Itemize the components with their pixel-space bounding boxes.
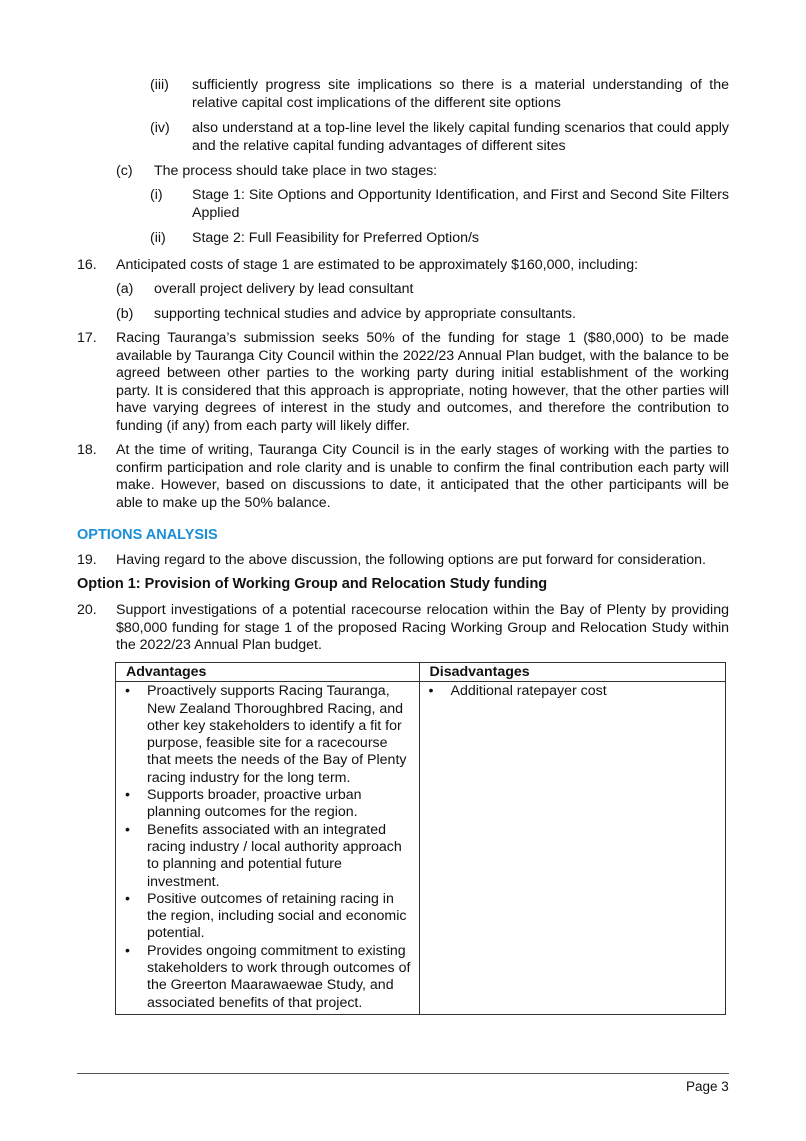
item-text-iii: sufficiently progress site implications so there is a material understanding of the relative capital cost implications of the different site options [192,77,729,111]
list-item: • Supports broader, proactive urban planning outcomes for the region. [125,787,362,821]
para-19-text: Having regard to the above discussion, the following options are put forward for consideration. [116,552,706,568]
list-item: • Provides ongoing commitment to existing stakeholders to work through outcomes of the Greerton Maarawaewae Study, and associated benefits of that project. [125,942,411,1011]
list-item: • Additional ratepayer cost [428,683,607,700]
para-16-item-label-a: (a) [116,281,134,297]
advantages-list [116,683,419,1012]
list-item: • Proactively supports Racing Tauranga, New Zealand Thoroughbred Racing, and other key stakeholders to identify a fit for purpose, feasible site for a racecourse that meets the needs of the Bay of Plenty racing industry for the long term. [125,683,407,786]
para-19-number: 19. [77,552,97,568]
section-heading-options-analysis: OPTIONS ANALYSIS [77,527,218,543]
disadvantages-header: Disadvantages [419,663,725,682]
para-16-text: Anticipated costs of stage 1 are estimated to be approximately $160,000, including: [116,257,639,273]
para-17-text: Racing Tauranga’s submission seeks 50% of the funding for stage 1 ($80,000) to be made available by Tauranga City Council within the 2022/23 Annual Plan budget, with the balance to be agreed between other parties to the working party during initial establishment of the working party. It is considered that this approach is appropriate, noting however, that the other parties will have varying degrees of interest in the study and outcomes, and therefore the contribution to funding (if any) from each party will likely differ. [116,330,729,434]
stage-text-i: Stage 1: Site Options and Opportunity Identification, and First and Second Site Filters Applied [192,187,729,221]
stage-label-ii: (ii) [150,230,166,246]
option-1-heading: Option 1: Provision of Working Group and Relocation Study funding [77,576,548,592]
bullet-icon: • [125,890,130,907]
bullet-icon: • [125,787,130,804]
stage-label-i: (i) [150,187,163,203]
bullet-icon: • [125,683,130,700]
item-text-iv: also understand at a top-line level the likely capital funding scenarios that could apply and the relative capital funding advantages of different sites [192,120,729,154]
page-number: Page 3 [686,1079,729,1094]
stage-text-ii: Stage 2: Full Feasibility for Preferred Option/s [192,230,480,246]
disadvantages-cell [419,682,725,1015]
options-table [115,662,726,1015]
advantages-header: Advantages [116,663,420,682]
para-18-text: At the time of writing, Tauranga City Council is in the early stages of working with the parties to confirm participation and role clarity and is unable to confirm the final contribution each party will make. However, based on discussions to date, it anticipated that the other participants will be able to make up the 50% balance. [116,442,729,511]
item-label-iii: (iii) [150,77,169,93]
para-16-item-text-a: overall project delivery by lead consultant [154,281,414,297]
para-18-number: 18. [77,442,97,458]
bullet-icon: • [428,683,434,700]
bullet-icon: • [125,821,130,838]
list-item: • Positive outcomes of retaining racing in the region, including social and economic potential. [125,890,407,942]
item-text-c: The process should take place in two stages: [154,163,438,179]
para-16-number: 16. [77,257,97,273]
para-17-number: 17. [77,330,97,346]
para-20-text: Support investigations of a potential racecourse relocation within the Bay of Plenty by providing $80,000 funding for stage 1 of the proposed Racing Working Group and Relocation Study within the 2022/23 Annual Plan budget. [116,602,729,653]
para-16-item-label-b: (b) [116,306,134,322]
list-item: • Benefits associated with an integrated racing industry / local authority approach to planning and potential future investment. [125,821,402,890]
item-label-c: (c) [116,163,133,179]
item-label-iv: (iv) [150,120,170,136]
footer-divider [77,1073,729,1074]
disadvantages-list [420,683,725,700]
advantages-cell [116,682,420,1015]
bullet-icon: • [125,942,130,959]
para-20-number: 20. [77,602,97,618]
para-16-item-text-b: supporting technical studies and advice by appropriate consultants. [154,306,576,322]
